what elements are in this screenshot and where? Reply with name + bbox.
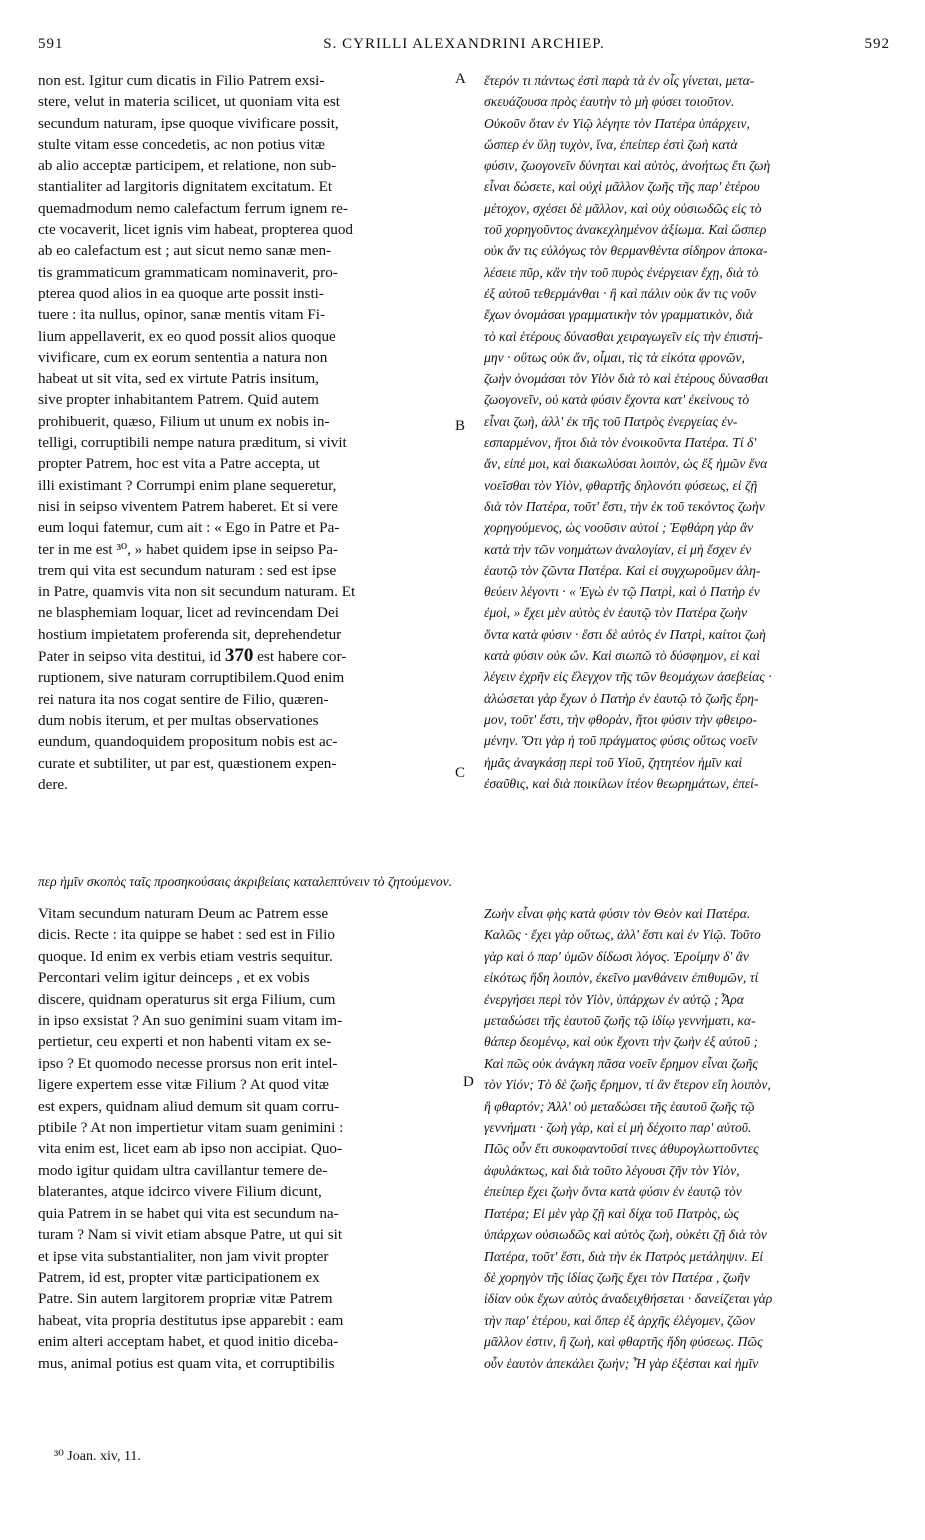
text-line: eundum, quandoquidem propositum nobis est ac-	[38, 733, 338, 751]
text-line: ne blasphemiam loquar, licet ad revincendam Dei	[38, 604, 339, 622]
text-line: γὰρ καὶ ὁ παρ' ὑμῶν δίδωσι λόγος. Ἐροίμην δ' ἂν	[484, 948, 749, 964]
text-line: ἐσαῦθις, καὶ διὰ ποικίλων ἰτέον θεωρημάτων, ἐπεί-	[484, 775, 759, 791]
section-marker-b: B	[455, 418, 466, 434]
text-line: θάπερ δεομένῳ, καὶ οὐκ ἔχοντι τὴν ζωὴν ἐξ αὐτοῦ ;	[484, 1034, 759, 1050]
text-line: Καὶ πῶς οὐκ ἀνάγκη πᾶσα νοεῖν ἔρημον εἶναι ζωῆς	[484, 1055, 758, 1071]
text-line: rei natura ita nos cogat sentire de Filio, quæren-	[38, 690, 329, 708]
text-line: Καλῶς · ἔχει γὰρ οὕτως, ἀλλ' ἔστι καὶ ἐν Υἱῷ. Τοῦτο	[484, 927, 761, 943]
text-line: dicis. Recte : ita quippe se habet : sed est in Filio	[38, 926, 335, 944]
text-line: ἰδίαν οὐκ ἔχων αὐτὸς ἀναδειχθήσεται · δανείζεται γὰρ	[484, 1291, 773, 1307]
text-line: ligere expertem esse vitæ Filium ? At quod vitæ	[38, 1076, 330, 1094]
text-line: Vitam secundum naturam Deum ac Patrem esse	[38, 905, 329, 922]
text-line: trem qui vita est secundum naturam : sed est ipse	[38, 561, 337, 579]
latin-column-bottom	[38, 903, 458, 1374]
text-line: quoque. Id enim ex verbis etiam vestris sequitur.	[38, 947, 333, 965]
text-line: telligi, corruptibili nempe natura præditum, si vivit	[38, 434, 347, 452]
text-line: τὸ καὶ ἑτέρους δύνασθαι χειραγωγεῖν εἰς τὴν ἐπιστή-	[484, 328, 763, 344]
text-line: Patrem, id est, propter vitæ participationem ex	[38, 1268, 320, 1286]
text-line: nisi in seipso viventem Patrem haberet. Et si vere	[38, 497, 338, 515]
text-line: quemadmodum nemo calefactum ferrum ignem re-	[38, 199, 348, 217]
text-line: quia Patrem in se habet qui vita est secundum na-	[38, 1204, 339, 1222]
text-line: θεύειν λέγοντι · « Ἐγὼ ἐν τῷ Πατρὶ, καὶ ὁ Πατὴρ ἐν	[484, 584, 760, 600]
text-line: χορηγούμενος, ὡς νοοῦσιν αὐτοί ; Ἐφθάρη γὰρ ἂν	[484, 520, 754, 536]
text-line: μᾶλλον ἐστιν, ἢ ζωὴ, καὶ φθαρτῆς ἤδη φύσεως. Πῶς	[484, 1334, 763, 1350]
text-line	[38, 645, 458, 667]
text-line: mus, animal potius est quam vita, et corruptibilis	[38, 1354, 335, 1372]
text-line: εἰκότως ἤδη λοιπὸν, ἐκεῖνο μανθάνειν ἐπιθυμῶν, τί	[484, 970, 759, 986]
text-line: κατὰ τὴν τῶν νοημάτων ἀναλογίαν, εἰ μὴ ἔσχεν ἐν	[484, 541, 752, 557]
section-marker-a: A	[455, 71, 466, 87]
page-number-right: 592	[864, 36, 890, 52]
text-line: habeat, vita propria destitutus ipse apparebit : eam	[38, 1311, 344, 1329]
text-line: εἶναι δώσετε, καὶ οὐχὶ μᾶλλον ζωῆς τῆς παρ' ἑτέρου	[484, 179, 760, 195]
text-line: cte vocaverit, licet ignis vim habeat, propterea quod	[38, 221, 354, 239]
text-line: secundum naturam, ipse quoque vivificare possit,	[38, 114, 339, 132]
text-line: in ipso exsistat ? An suo genimini suam vitam im-	[38, 1012, 343, 1030]
text-line: ὥσπερ ἐν ὕλῃ τυχὸν, ἵνα, ἐπείπερ ἐστὶ ζωὴ κατὰ	[484, 136, 738, 152]
latin-column-top	[38, 70, 458, 795]
text-line: λέσειε πῦρ, κἂν τὴν τοῦ πυρὸς ἐνέργειαν ἔχῃ, διὰ τὸ	[484, 264, 759, 280]
text-line: ter in me est ³⁰, » habet quidem ipse in seipso Pa-	[38, 540, 338, 558]
text-line: ptibile ? At non impertietur vitam suam genimini :	[38, 1119, 344, 1137]
column-number: 370	[224, 645, 254, 667]
text-line: εσπαρμένον, ἤτοι διὰ τὸν ἐνοικοῦντα Πατέρα. Τί δ'	[484, 435, 757, 451]
text-line: ἐπείπερ ἔχει ζωὴν ὄντα κατὰ φύσιν ἐν ἑαυτῷ τὸν	[484, 1184, 742, 1200]
text-line: ἡμᾶς ἀναγκάσῃ περὶ τοῦ Υἱοῦ, ζητητέον ἡμῖν καὶ	[484, 754, 743, 770]
text-line: vita enim est, licet eam ab ipso non accipiat. Quo-	[38, 1140, 343, 1158]
greek-full-width-line: περ ἡμῖν σκοπὸς ταῖς προσηκούσαις ἀκριβείαις καταλεπτύνειν τὸ ζητούμενον.	[38, 874, 453, 889]
text-line: εἶναι ζωὴ, ἀλλ' ἐκ τῆς τοῦ Πατρὸς ἐνεργείας ἐν-	[484, 413, 738, 429]
text-line: ἐνεργήσει περὶ τὸν Υἱὸν, ὑπάρχων ἐν αὐτῷ ; Ἆρα	[484, 991, 744, 1007]
text-line: tuere : ita nullus, opinor, sanæ mentis vitam Fi-	[38, 306, 326, 324]
text-line: stere, velut in materia scilicet, ut quoniam vita est	[38, 93, 340, 111]
text-line: μην · οὕτως οὐκ ἄν, οἶμαι, τὶς τὰ εἰκότα φρονῶν,	[484, 349, 745, 365]
text-line: τοῦ χορηγοῦντος ἀνακεχλημένον ἀξίωμα. Καὶ ὥσπερ	[484, 222, 767, 238]
page-number-left: 591	[38, 36, 64, 52]
text-fragment: est habere cor-	[253, 648, 347, 666]
text-line: pertietur, ceu experti et non habenti vitam ex se-	[38, 1033, 332, 1051]
text-line: ζωὴν ὀνομάσαι τὸν Υἱὸν διὰ τὸ καὶ ἑτέρους δύνασθαι	[484, 371, 769, 387]
running-title: S. CYRILLI ALEXANDRINI ARCHIEP.	[323, 36, 605, 52]
text-line: μένην. Ὅτι γὰρ ἡ τοῦ πράγματος φύσις οὕτως νοεῖν	[484, 733, 758, 749]
text-line: blaterantes, atque idcirco vivere Filium dicunt,	[38, 1183, 322, 1201]
text-line: τὸν Υἱόν; Τὸ δὲ ζωῆς ἔρημον, τί ἂν ἕτερον εἴη λοιπὸν,	[484, 1077, 771, 1093]
greek-column-top	[484, 70, 894, 794]
text-line: hostium impietatem proferenda sit, deprehendetur	[38, 625, 342, 643]
text-line: Πῶς οὖν ἔτι συκοφαντοῦσί τινες ἀθυρογλωττοῦντες	[484, 1141, 759, 1157]
text-line: Ζωὴν εἶναι φὴς κατὰ φύσιν τὸν Θεὸν καὶ Πατέρα.	[484, 906, 751, 921]
text-line: οὖν ἑαυτὸν ἀπεκάλει ζωήν; Ἦ γὰρ ἐξέσται καὶ ἡμῖν	[484, 1355, 759, 1371]
text-line: κατὰ φύσιν οὐκ ὤν. Καὶ σιωπῶ τὸ δύσφημον, εἰ καὶ	[484, 648, 760, 664]
text-line: φύσιν, ζωογονεῖν δύνηται καὶ αὐτὸς, ἀνοήτως ἔτι ζωὴ	[484, 158, 771, 174]
text-line: ὑπάρχων οὐσιωδῶς καὶ αὐτὸς ζωὴ, οὐκέτι ζῇ διὰ τὸν	[484, 1227, 767, 1243]
text-line: sive propter inhabitantem Patrem. Quid autem	[38, 391, 319, 409]
text-line: non est. Igitur cum dicatis in Filio Patrem exsi-	[38, 72, 325, 89]
text-line: in Patre, quamvis vita non sit secundum naturam. Et	[38, 583, 356, 601]
text-line: Patre. Sin autem largitorem propriæ vitæ Patrem	[38, 1290, 333, 1308]
text-line: ipso ? Et quomodo necesse prorsus non erit intel-	[38, 1054, 338, 1072]
text-line: Οὐκοῦν ὅταν ἐν Υἱῷ λέγητε τὸν Πατέρα ὑπάρχειν,	[484, 115, 750, 131]
text-line: δὲ χορηγὸν τῆς ἰδίας ζωῆς ἔχει τὸν Πατέρα , ζωῆν	[484, 1269, 750, 1285]
text-line: ζωογονεῖν, οὐ κατὰ φύσιν ἔχοντα κατ' ἐκείνους τὸ	[484, 392, 750, 408]
text-line: νοεῖσθαι τὸν Υἱὸν, φθαρτῆς δηλονότι φύσεως, εἰ ζῇ	[484, 477, 758, 493]
text-fragment: Pater in seipso vita destitui, id	[38, 648, 222, 666]
text-line: tis grammaticum grammaticam nominaverit, pro-	[38, 263, 338, 281]
text-line: σκευάζουσα πρὸς ἑαυτὴν τὸ μὴ φύσει τοιοῦτον.	[484, 94, 735, 110]
text-line: propter Patrem, hoc est vita a Patre accepta, ut	[38, 455, 320, 473]
text-line: illi existimant ? Corrumpi enim plane sequeretur,	[38, 476, 337, 494]
text-line: enim alteri acceptam habet, et quod initio diceba-	[38, 1333, 339, 1351]
text-line: Percontari velim igitur deinceps , et ex vobis	[38, 969, 310, 987]
section-marker-c: C	[455, 765, 466, 781]
text-line: λέγειν ἐχρῆν εἰς ἔλεγχον τῆς τῶν θεομάχων ἀσεβείας ·	[484, 669, 772, 685]
text-line: ruptionem, sive naturam corruptibilem.Quod enim	[38, 669, 345, 687]
text-line: discere, quidnam operaturus sit erga Filium, cum	[38, 990, 336, 1008]
text-line: stantialiter ad largitoris dignitatem excitatum. Et	[38, 178, 333, 196]
footnote: ³⁰ Joan. xiv, 11.	[54, 1449, 141, 1464]
running-header	[38, 36, 890, 60]
text-line: μον, τοῦτ' ἔστι, τὴν φθορὰν, ἤτοι φύσιν τὴν φθειρο-	[484, 711, 758, 727]
text-line: ab alio acceptæ participem, et relatione, non sub-	[38, 157, 337, 175]
text-line: ἕτερόν τι πάντως ἐστὶ παρὰ τὰ ἐν οἷς γίνεται, μετα-	[484, 73, 755, 88]
text-line: Πατέρα, τοῦτ' ἔστι, διὰ τὴν ἐκ Πατρὸς μετάληψιν. Εἰ	[484, 1248, 764, 1264]
text-line: ἐξ αὐτοῦ τεθερμάνθαι · ἢ καὶ πάλιν οὐκ ἄν τις νοῦν	[484, 285, 757, 301]
text-line: lium appellaverit, ex eo quod possit alios quoque	[38, 327, 336, 345]
text-line: pterea quod alios in ea quoque arte possit insti-	[38, 284, 324, 302]
text-line: οὐκ ἄν τις εὐλόγως τὸν θερμανθέντα σίδηρον ἀποκα-	[484, 243, 768, 259]
text-line: et ipse vita substantialiter, non jam vivit propter	[38, 1247, 329, 1265]
text-line: γεννήματι · ζωὴ γὰρ, καὶ εἰ μὴ δέχοιτο παρ' αὐτοῦ.	[484, 1120, 752, 1136]
text-line: stulte vitam esse concedetis, ac non potius vitæ	[38, 135, 325, 153]
text-line: turam ? Nam si vivit etiam absque Patre, ut qui sit	[38, 1226, 343, 1244]
text-line: μεταδώσει τῆς ἑαυτοῦ ζωῆς τῷ ἰδίῳ γεννήματι, κα-	[484, 1013, 756, 1029]
text-line: ἑαυτῷ τὸν ζῶντα Πατέρα. Καὶ εἰ συγχωροῦμεν ἀλη-	[484, 562, 761, 578]
text-line: dere.	[38, 775, 68, 793]
text-line: διὰ τὸν Πατέρα, τοῦτ' ἔστι, τὴν ἐκ τοῦ τεκόντος ζωὴν	[484, 498, 765, 514]
text-line: ἄν, εἰπέ μοι, καὶ διακωλύσαι λοιπὸν, ὡς ἕξ ἡμῶν ἕνα	[484, 456, 768, 472]
text-line: τὴν παρ' ἑτέρου, καὶ ὅπερ ἐξ ἀρχῆς ἐλέγομεν, ζῶον	[484, 1312, 756, 1328]
text-line: ἐμοὶ, » ἔχει μὲν αὐτὸς ἐν ἑαυτῷ τὸν Πατέρα ζωὴν	[484, 605, 747, 621]
text-line: ἢ φθαρτόν; Ἀλλ' οὐ μεταδώσει τῆς ἑαυτοῦ ζωῆς τῷ	[484, 1098, 755, 1114]
text-line: curate et subtiliter, ut par est, quæstionem expen-	[38, 754, 337, 772]
text-line: dum nobis iterum, et per multas observationes	[38, 711, 319, 729]
text-line: ὄντα κατὰ φύσιν · ἔστι δὲ αὐτὸς ἐν Πατρὶ, καίτοι ζωὴ	[484, 626, 766, 642]
text-line: modo igitur quidam ultra cavillantur temere de-	[38, 1161, 328, 1179]
text-line: vivificare, cum ex eorum sententia a natura non	[38, 348, 328, 366]
text-line: Πατέρα; Εἰ μὲν γὰρ ζῇ καὶ δίχα τοῦ Πατρὸς, ὡς	[484, 1205, 739, 1221]
text-line: ab eo calefactum est ; aut sicut nemo sanæ men-	[38, 242, 332, 260]
text-line: est expers, quidnam aliud demum sit quam corru-	[38, 1097, 340, 1115]
section-marker-d: D	[463, 1074, 474, 1090]
greek-column-bottom	[484, 903, 894, 1374]
text-line: eum loqui fatemur, cum ait : « Ego in Patre et Pa-	[38, 519, 340, 537]
text-line: ἁλώσεται γὰρ ἔχων ὁ Πατὴρ ἐν ἑαυτῷ τὸ ζωῆς ἔρη-	[484, 690, 759, 706]
text-line: habeat ut sit vita, sed ex virtute Patris insitum,	[38, 370, 319, 388]
text-line: prohibuerit, quæso, Filium ut unum ex nobis in-	[38, 412, 330, 430]
text-line: ἀφυλάκτως, καὶ διὰ τοῦτο λέγουσι ζῆν τὸν Υἱὸν,	[484, 1162, 740, 1178]
text-line: ἔχων ὀνομάσαι γραμματικὴν τὸν γραμματικὸν, διὰ	[484, 307, 753, 323]
text-line: μέτοχον, σχέσει δὲ μᾶλλον, καὶ οὐχ οὐσιωδῶς εἰς τὸ	[484, 200, 762, 216]
